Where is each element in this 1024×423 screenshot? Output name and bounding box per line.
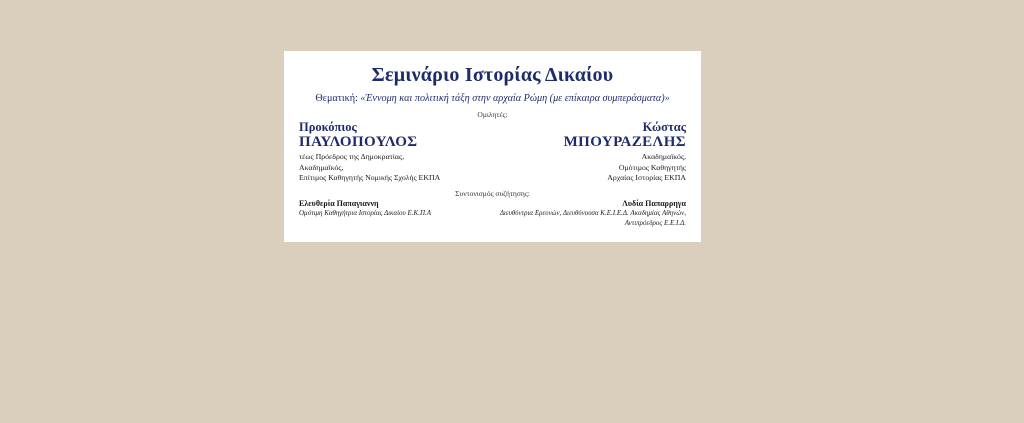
moderator-card xyxy=(456,198,686,228)
speaker-card xyxy=(486,120,686,184)
poster-theme xyxy=(284,93,701,104)
moderator-name: Ελευθερία Παπαγιαννη xyxy=(299,199,379,208)
speaker-roles xyxy=(486,152,686,184)
seminar-poster xyxy=(284,51,701,242)
moderator-role-line: Ομότιμη Καθηγήτρια Ιστορίας Δικαίου Ε.Κ.Π.Α xyxy=(299,209,432,217)
theme-text: «Έννομη και πολιτική τάξη στην αρχαία Ρώμη (με επίκαιρα συμπεράσματα)» xyxy=(360,93,670,104)
speakers-heading: Ομιλητές: xyxy=(477,110,508,119)
speaker-role-line: τέως Πρόεδρος της Δημοκρατίας, xyxy=(299,152,405,161)
speaker-role-line: Ακαδημαϊκός, xyxy=(299,162,344,172)
speaker-roles xyxy=(299,152,499,184)
speaker-first-name: Κώστας xyxy=(642,120,686,134)
poster-title: Σεμινάριο Ιστορίας Δικαίου xyxy=(371,64,614,86)
speaker-role-line: Επίτιμος Καθηγητής Νομικής Σχολής ΕΚΠΑ xyxy=(299,173,441,182)
speaker-role-line: Ακαδημαϊκός, xyxy=(641,152,686,161)
speaker-role-line: Ομότιμος Καθηγητής xyxy=(618,162,686,172)
speaker-role-line: Αρχαίας Ιστορίας ΕΚΠΑ xyxy=(607,173,686,182)
moderator-role-line: Διευθύντρια Ερευνών, Διευθύνουσα Κ.Ε.Ι.Ε.Δ. Ακαδημίας Αθηνών, xyxy=(499,209,686,217)
moderation-heading: Συντονισμός συζήτησης: xyxy=(455,189,530,198)
speaker-card xyxy=(299,120,499,184)
theme-label: Θεματική: xyxy=(315,93,358,104)
speaker-last-name: ΠΑΥΛΟΠΟΥΛΟΣ xyxy=(299,134,418,150)
speaker-first-name: Προκόπιος xyxy=(299,120,357,134)
speaker-last-name: ΜΠΟΥΡΑΖΕΛΗΣ xyxy=(563,134,686,150)
moderator-role-line: Αντιπρόεδρος Ε.Ε.Ι.Δ. xyxy=(624,218,686,227)
moderator-name: Λυδία Παπαρρηγα xyxy=(622,199,686,208)
